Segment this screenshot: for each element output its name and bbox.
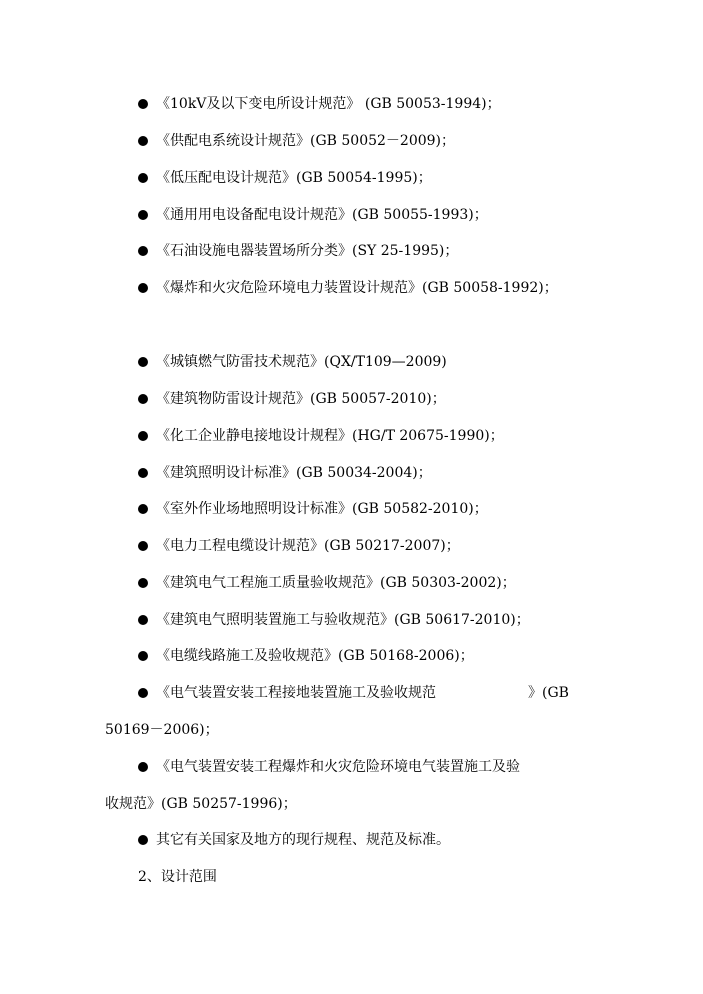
list-item-text-tail: 》(GB [528, 685, 569, 701]
list-item-text: 其它有关国家及地方的现行规程、规范及标准。 [156, 832, 450, 848]
list-item-text: 《建筑电气工程施工质量验收规范》(GB 50303-2002)； [156, 575, 516, 591]
bullet-icon [138, 136, 148, 146]
list-item-text: 《建筑电气照明装置施工与验收规范》(GB 50617-2010)； [156, 612, 530, 628]
list-item-text: 《电力工程电缆设计规范》(GB 50217-2007)； [156, 538, 460, 554]
bullet-icon [138, 615, 148, 625]
list-item-continuation [105, 720, 219, 740]
bullet-icon [138, 578, 148, 588]
list-item-text: 《石油设施电器装置场所分类》(SY 25-1995)； [156, 243, 459, 259]
list-item-text: 《供配电系统设计规范》(GB 50052－2009)； [156, 133, 456, 149]
bullet-icon [138, 210, 148, 220]
list-item-text: 50169－2006)； [105, 722, 219, 738]
list-item [138, 205, 488, 225]
list-item-text: 《化工企业静电接地设计规程》(HG/T 20675-1990)； [156, 428, 504, 444]
list-item [138, 646, 474, 666]
list-item [138, 389, 446, 409]
list-item [138, 352, 447, 372]
list-item [138, 168, 432, 188]
list-item-text: 《通用用电设备配电设计规范》(GB 50055-1993)； [156, 207, 488, 223]
list-item [138, 131, 455, 151]
bullet-icon [138, 468, 148, 478]
list-item-text: 《低压配电设计规范》(GB 50054-1995)； [156, 170, 432, 186]
list-item-text: 《电气装置安装工程接地装置施工及验收规范 [156, 685, 436, 701]
list-item [138, 94, 501, 114]
bullet-icon [138, 283, 148, 293]
bullet-icon [138, 99, 148, 109]
bullet-icon [138, 688, 148, 698]
bullet-icon [138, 504, 148, 514]
list-item-continuation [105, 794, 297, 814]
bullet-icon [138, 394, 148, 404]
list-item-wrapped [138, 757, 520, 777]
bullet-icon [138, 431, 148, 441]
list-item [138, 278, 558, 298]
bullet-icon [138, 173, 148, 183]
list-item-text: 收规范》(GB 50257-1996)； [105, 796, 297, 812]
bullet-icon [138, 835, 148, 845]
bullet-icon [138, 651, 148, 661]
list-item [138, 499, 488, 519]
list-item-text: 《室外作业场地照明设计标准》(GB 50582-2010)； [156, 501, 488, 517]
list-item [138, 536, 460, 556]
section-heading-text: 2、设计范围 [138, 869, 217, 885]
bullet-icon [138, 762, 148, 772]
list-item-text: 《电缆线路施工及验收规范》(GB 50168-2006)； [156, 648, 474, 664]
list-item-text: 《城镇燃气防雷技术规范》(QX/T109—2009) [156, 354, 447, 370]
list-item-text: 《爆炸和火灾危险环境电力装置设计规范》(GB 50058-1992)； [156, 280, 558, 296]
list-item [138, 830, 450, 850]
list-item-text: 《电气装置安装工程爆炸和火灾危险环境电气装置施工及验 [156, 759, 520, 775]
bullet-icon [138, 541, 148, 551]
list-item-text: 《建筑照明设计标准》(GB 50034-2004)； [156, 465, 432, 481]
list-item-text: 《10kV及以下变电所设计规范》 (GB 50053-1994)； [156, 96, 501, 112]
list-item-wrapped [138, 683, 569, 703]
section-heading [138, 867, 217, 887]
list-item [138, 573, 516, 593]
list-item [138, 463, 432, 483]
list-item [138, 426, 504, 446]
list-item [138, 610, 530, 630]
list-item-text: 《建筑物防雷设计规范》(GB 50057-2010)； [156, 391, 446, 407]
list-item [138, 241, 458, 261]
bullet-icon [138, 246, 148, 256]
bullet-icon [138, 357, 148, 367]
